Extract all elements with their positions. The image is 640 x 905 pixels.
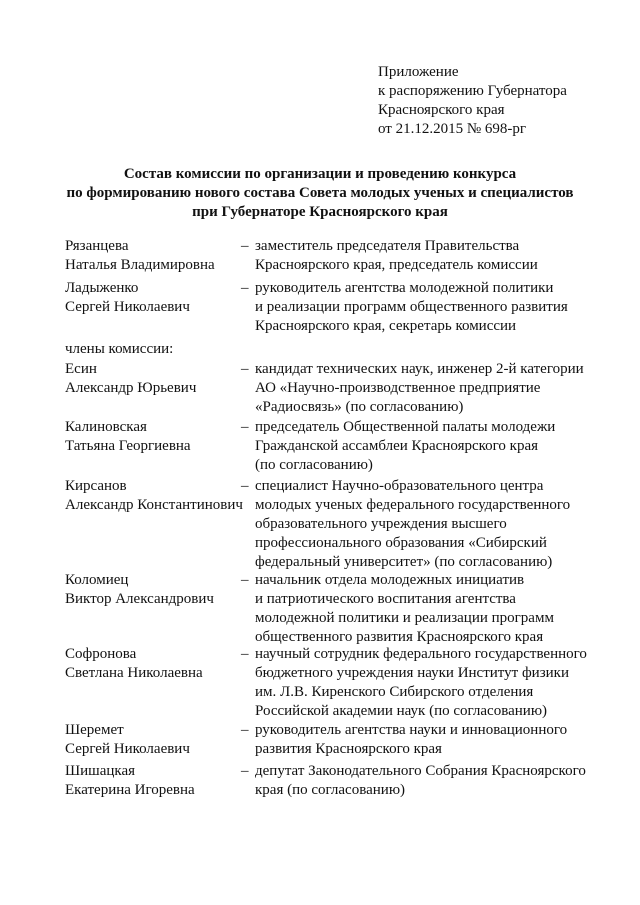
members-label: члены комиссии: <box>65 341 174 357</box>
given-names: Наталья Владимировна <box>65 257 215 273</box>
person-name <box>65 571 245 609</box>
description-line: молодых ученых федерального государственного <box>255 497 571 513</box>
position-description <box>255 477 625 572</box>
description-line: федеральный университет» (по согласованию) <box>255 554 553 570</box>
description-line: научный сотрудник федерального государственного <box>255 646 587 662</box>
description-line: бюджетного учреждения науки Институт физики <box>255 665 569 681</box>
dash: – <box>241 646 249 662</box>
description-line: кандидат технических наук, инженер 2-й категории <box>255 361 584 377</box>
dash: – <box>241 280 249 296</box>
person-name <box>65 418 245 456</box>
dash: – <box>241 722 249 738</box>
surname: Коломиец <box>65 572 129 588</box>
title-line: при Губернаторе Красноярского края <box>192 204 448 220</box>
person-name <box>65 237 245 275</box>
person-name <box>65 477 245 515</box>
description-line: «Радиосвязь» (по согласованию) <box>255 399 464 415</box>
description-line: образовательного учреждения высшего <box>255 516 507 532</box>
surname: Шеремет <box>65 722 124 738</box>
description-line: края (по согласованию) <box>255 782 406 798</box>
person-name <box>65 645 245 683</box>
position-description <box>255 418 625 475</box>
dash: – <box>241 238 249 254</box>
position-description <box>255 762 625 800</box>
position-description <box>255 571 625 647</box>
given-names: Александр Юрьевич <box>65 380 197 396</box>
description-line: молодежной политики и реализации программ <box>255 610 554 626</box>
surname: Шишацкая <box>65 763 136 779</box>
surname: Софронова <box>65 646 137 662</box>
description-line: председатель Общественной палаты молодежи <box>255 419 556 435</box>
description-line: развития Красноярского края <box>255 741 442 757</box>
appendix-line: к распоряжению Губернатора <box>378 83 567 99</box>
description-line: руководитель агентства науки и инновационного <box>255 722 568 738</box>
description-line: и реализации программ общественного развития <box>255 299 568 315</box>
given-names: Екатерина Игоревна <box>65 782 195 798</box>
position-description <box>255 279 625 336</box>
given-names: Сергей Николаевич <box>65 741 190 757</box>
description-line: Красноярского края, секретарь комиссии <box>255 318 517 334</box>
description-line: заместитель председателя Правительства <box>255 238 520 254</box>
description-line: депутат Законодательного Собрания Красноярского <box>255 763 586 779</box>
surname: Рязанцева <box>65 238 129 254</box>
position-description <box>255 721 625 759</box>
description-line: им. Л.В. Киренского Сибирского отделения <box>255 684 534 700</box>
title-line: Состав комиссии по организации и проведению конкурса <box>123 166 517 182</box>
position-description <box>255 645 625 721</box>
description-line: профессионального образования «Сибирский <box>255 535 547 551</box>
given-names: Татьяна Георгиевна <box>65 438 191 454</box>
appendix-date-number: от 21.12.2015 № 698-рг <box>378 121 527 137</box>
description-line: Красноярского края, председатель комиссии <box>255 257 538 273</box>
dash: – <box>241 572 249 588</box>
given-names: Сергей Николаевич <box>65 299 190 315</box>
description-line: Российской академии наук (по согласованию) <box>255 703 548 719</box>
title-line: по формированию нового состава Совета молодых ученых и специалистов <box>66 185 574 201</box>
description-line: и патриотического воспитания агентства <box>255 591 516 607</box>
description-line: Гражданской ассамблеи Красноярского края <box>255 438 539 454</box>
description-line: руководитель агентства молодежной политики <box>255 280 554 296</box>
description-line: общественного развития Красноярского края <box>255 629 544 645</box>
description-line: начальник отдела молодежных инициатив <box>255 572 525 588</box>
dash: – <box>241 361 249 377</box>
surname: Кирсанов <box>65 478 127 494</box>
dash: – <box>241 763 249 779</box>
person-name <box>65 721 245 759</box>
appendix-line: Красноярского края <box>378 102 505 118</box>
dash: – <box>241 478 249 494</box>
person-name <box>65 762 245 800</box>
surname: Ладыженко <box>65 280 139 296</box>
position-description <box>255 360 625 417</box>
dash: – <box>241 419 249 435</box>
position-description <box>255 237 625 275</box>
given-names: Виктор Александрович <box>65 591 214 607</box>
description-line: АО «Научно-производственное предприятие <box>255 380 541 396</box>
description-line: специалист Научно-образовательного центра <box>255 478 544 494</box>
surname: Есин <box>65 361 97 377</box>
given-names: Александр Константинович <box>65 497 243 513</box>
surname: Калиновская <box>65 419 147 435</box>
appendix-line: Приложение <box>378 64 459 80</box>
description-line: (по согласованию) <box>255 457 373 473</box>
document-title <box>40 165 600 222</box>
person-name <box>65 360 245 398</box>
appendix-header <box>378 63 567 139</box>
given-names: Светлана Николаевна <box>65 665 203 681</box>
person-name <box>65 279 245 317</box>
